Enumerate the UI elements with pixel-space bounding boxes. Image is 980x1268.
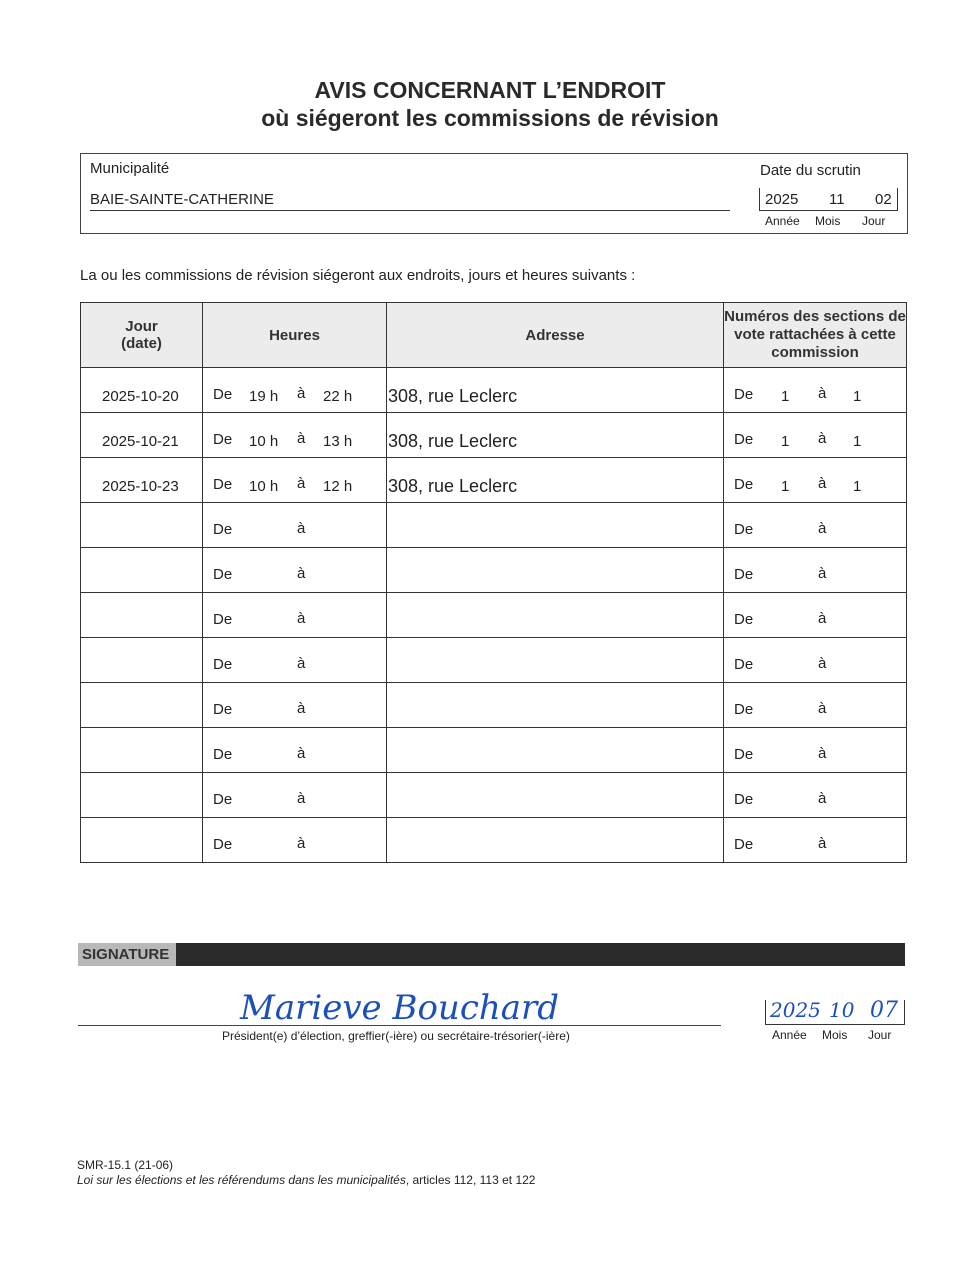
signature-line	[78, 1025, 721, 1026]
date-cell	[81, 683, 203, 728]
revision-table	[80, 302, 907, 863]
hours-cell: De à	[203, 548, 387, 593]
address-cell	[387, 503, 724, 548]
signature-month: 10	[829, 998, 855, 1022]
election-date-label: Date du scrutin	[760, 162, 861, 179]
election-day: 02	[875, 191, 892, 208]
table-row	[81, 458, 907, 503]
sig-year-label: Année	[772, 1028, 807, 1042]
date-cell	[81, 503, 203, 548]
sig-day-label: Jour	[868, 1028, 892, 1042]
sections-cell: De à	[724, 818, 907, 863]
date-cell	[81, 818, 203, 863]
sections-cell: De 1 à 1	[724, 458, 907, 503]
table-row	[81, 728, 907, 773]
date-cell	[81, 728, 203, 773]
intro-text: La ou les commissions de révision siégeront aux endroits, jours et heures suivants :	[80, 267, 636, 284]
title-line-2: où siégeront les commissions de révision	[261, 105, 719, 131]
table-row	[81, 593, 907, 638]
sections-cell: De à	[724, 683, 907, 728]
date-cell	[81, 548, 203, 593]
sections-cell: De 1 à 1	[724, 368, 907, 413]
address-cell	[387, 683, 724, 728]
table-row	[81, 413, 907, 458]
header-address: Adresse	[387, 303, 724, 368]
header-hours: Heures	[203, 303, 387, 368]
address-cell	[387, 773, 724, 818]
header-day: Jour (date)	[81, 303, 203, 368]
hours-cell: De à	[203, 773, 387, 818]
signature-year: 2025	[770, 998, 821, 1022]
municipality-value: BAIE-SAINTE-CATHERINE	[90, 191, 730, 211]
date-cell	[81, 593, 203, 638]
address-cell	[387, 728, 724, 773]
table-row	[81, 548, 907, 593]
month-label: Mois	[815, 214, 841, 228]
signature-bar	[78, 943, 905, 966]
table-row	[81, 503, 907, 548]
hours-cell: De à	[203, 728, 387, 773]
sections-cell: De à	[724, 728, 907, 773]
municipality-label: Municipalité	[90, 160, 170, 177]
address-cell	[387, 593, 724, 638]
day-label: Jour	[862, 214, 886, 228]
date-cell: 2025-10-21	[81, 413, 203, 458]
sections-cell: De à	[724, 638, 907, 683]
election-year: 2025	[765, 191, 799, 208]
date-cell: 2025-10-20	[81, 368, 203, 413]
sections-cell: De à	[724, 503, 907, 548]
year-label: Année	[765, 214, 800, 228]
hours-cell: De 10 h à 13 h	[203, 413, 387, 458]
table-row	[81, 818, 907, 863]
date-cell: 2025-10-23	[81, 458, 203, 503]
sections-cell: De 1 à 1	[724, 413, 907, 458]
form-code: SMR-15.1 (21-06)	[77, 1158, 174, 1172]
law-reference: Loi sur les élections et les référendums dans les municipalités, articles 112, 113 et 122	[77, 1173, 536, 1187]
signature-label: SIGNATURE	[78, 943, 176, 966]
signature-day: 07	[870, 998, 898, 1023]
hours-cell: De à	[203, 683, 387, 728]
hours-cell: De 19 h à 22 h	[203, 368, 387, 413]
date-cell	[81, 773, 203, 818]
address-cell: 308, rue Leclerc	[387, 368, 724, 413]
header-sections: Numéros des sections de vote rattachées à cette commission	[724, 303, 907, 368]
address-cell: 308, rue Leclerc	[387, 413, 724, 458]
sections-cell: De à	[724, 593, 907, 638]
signature-role: Président(e) d’élection, greffier(-ière) ou secrétaire-trésorier(-ière)	[222, 1029, 570, 1043]
hours-cell: De à	[203, 503, 387, 548]
hours-cell: De à	[203, 638, 387, 683]
hours-cell: De à	[203, 818, 387, 863]
table-row	[81, 683, 907, 728]
title-line-1: AVIS CONCERNANT L’ENDROIT	[314, 77, 666, 103]
date-cell	[81, 638, 203, 683]
address-cell	[387, 548, 724, 593]
table-row	[81, 773, 907, 818]
sig-month-label: Mois	[822, 1028, 848, 1042]
handwritten-signature: Marieve Bouchard	[240, 988, 560, 1028]
election-month: 11	[829, 191, 845, 208]
hours-cell: De 10 h à 12 h	[203, 458, 387, 503]
table-row	[81, 638, 907, 683]
table-row	[81, 368, 907, 413]
sections-cell: De à	[724, 548, 907, 593]
address-cell: 308, rue Leclerc	[387, 458, 724, 503]
sections-cell: De à	[724, 773, 907, 818]
hours-cell: De à	[203, 593, 387, 638]
address-cell	[387, 818, 724, 863]
address-cell	[387, 638, 724, 683]
